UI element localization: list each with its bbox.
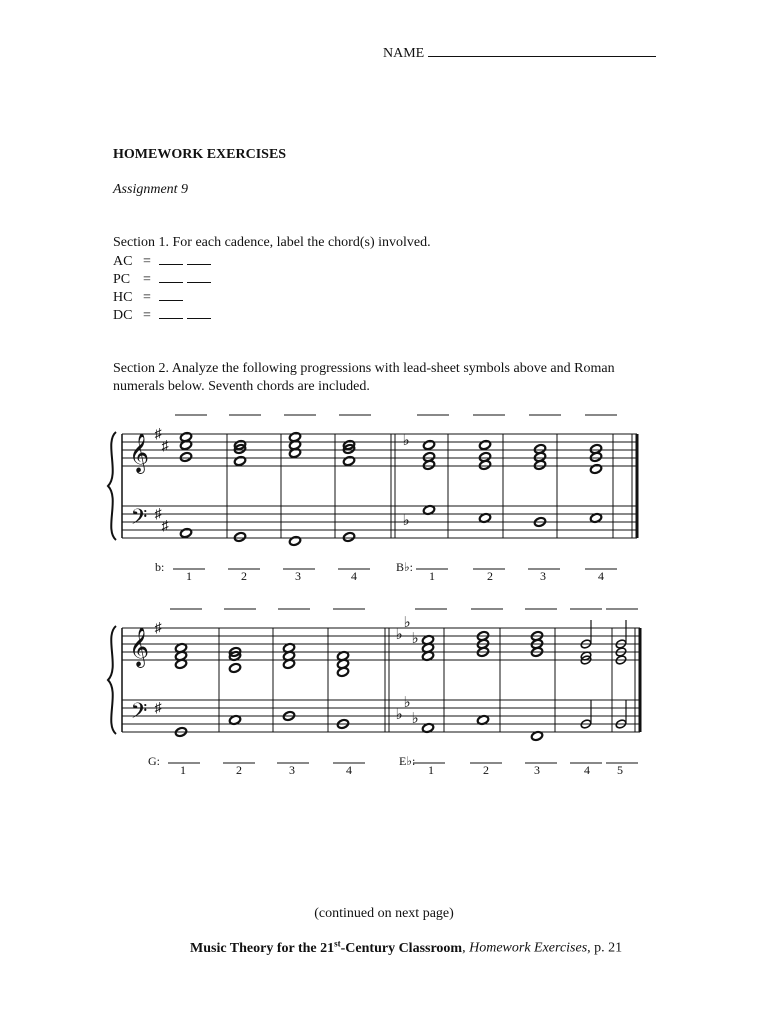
sharp-sign: ♯ — [154, 621, 162, 636]
flat-sign: ♭ — [395, 627, 403, 643]
whole-note — [343, 532, 356, 543]
cadence-abbr: AC — [113, 254, 133, 269]
flat-sign: ♭ — [395, 707, 403, 723]
measure-number: 3 — [295, 569, 301, 583]
measure-number: 1 — [186, 569, 192, 583]
flat-sign: ♭ — [403, 615, 411, 631]
equals-sign: = — [143, 308, 151, 323]
section2-instruction: Section 2. Analyze the following progressions with lead-sheet symbols above and Roman numerals below. Seventh chords are included. — [113, 361, 615, 394]
assignment-label: Assignment 9 — [113, 182, 189, 197]
continued-note: (continued on next page) — [314, 906, 454, 921]
sharp-sign: ♯ — [154, 427, 162, 442]
whole-note — [180, 528, 193, 539]
treble-clef: 𝄞 — [128, 435, 150, 472]
sharp-sign: ♯ — [161, 519, 169, 534]
whole-note — [234, 532, 247, 543]
sharp-sign: ♯ — [161, 439, 169, 454]
measure-number: 2 — [236, 763, 242, 777]
measure-number: 2 — [483, 763, 489, 777]
cadence-abbr: HC — [113, 290, 133, 305]
bass-clef: 𝄢 — [130, 505, 148, 534]
brace — [108, 626, 116, 734]
measure-number: 4 — [351, 569, 357, 583]
book-title: Music Theory for the 21st-Century Classroom — [190, 938, 463, 956]
measure-number: 4 — [584, 763, 590, 777]
measure-number: 5 — [617, 763, 623, 777]
whole-note — [229, 663, 242, 674]
flat-sign: ♭ — [411, 711, 419, 727]
whole-note — [479, 440, 492, 451]
page-title: HOMEWORK EXERCISES — [113, 147, 287, 162]
flat-sign: ♭ — [403, 695, 411, 711]
key-label: E♭: — [399, 754, 416, 768]
equals-sign: = — [143, 254, 151, 269]
page-number: , p. 21 — [587, 940, 623, 956]
brace — [108, 432, 116, 540]
measure-number: 4 — [346, 763, 352, 777]
key-label: B♭: — [396, 560, 413, 574]
sharp-sign: ♯ — [154, 507, 162, 522]
measure-number: 3 — [540, 569, 546, 583]
measure-number: 2 — [241, 569, 247, 583]
measure-number: 1 — [429, 569, 435, 583]
cadence-abbr: DC — [113, 308, 133, 323]
page-footer: Music Theory for the 21st-Century Classroom, Homework Exercises, p. 21 — [190, 938, 623, 956]
measure-number: 1 — [428, 763, 434, 777]
measure-number: 1 — [180, 763, 186, 777]
whole-note — [423, 440, 436, 451]
key-label: G: — [148, 754, 160, 768]
treble-clef: 𝄞 — [128, 629, 150, 666]
whole-note — [180, 452, 193, 463]
flat-sign: ♭ — [402, 433, 410, 449]
bass-clef: 𝄢 — [130, 699, 148, 728]
flat-sign: ♭ — [411, 631, 419, 647]
name-label: NAME — [383, 46, 425, 61]
whole-note — [343, 456, 356, 467]
equals-sign: = — [143, 290, 151, 305]
whole-note — [590, 464, 603, 475]
whole-note — [234, 456, 247, 467]
sharp-sign: ♯ — [154, 701, 162, 716]
section-name: Homework Exercises — [469, 940, 588, 956]
section1-instruction: Section 1. For each cadence, label the chord(s) involved. — [113, 235, 431, 250]
measure-number: 2 — [487, 569, 493, 583]
cadence-abbr: PC — [113, 272, 131, 287]
measure-number: 3 — [289, 763, 295, 777]
measure-number: 4 — [598, 569, 604, 583]
measure-number: 3 — [534, 763, 540, 777]
flat-sign: ♭ — [402, 513, 410, 529]
equals-sign: = — [143, 272, 151, 287]
whole-note — [289, 536, 302, 547]
key-label: b: — [155, 560, 165, 574]
